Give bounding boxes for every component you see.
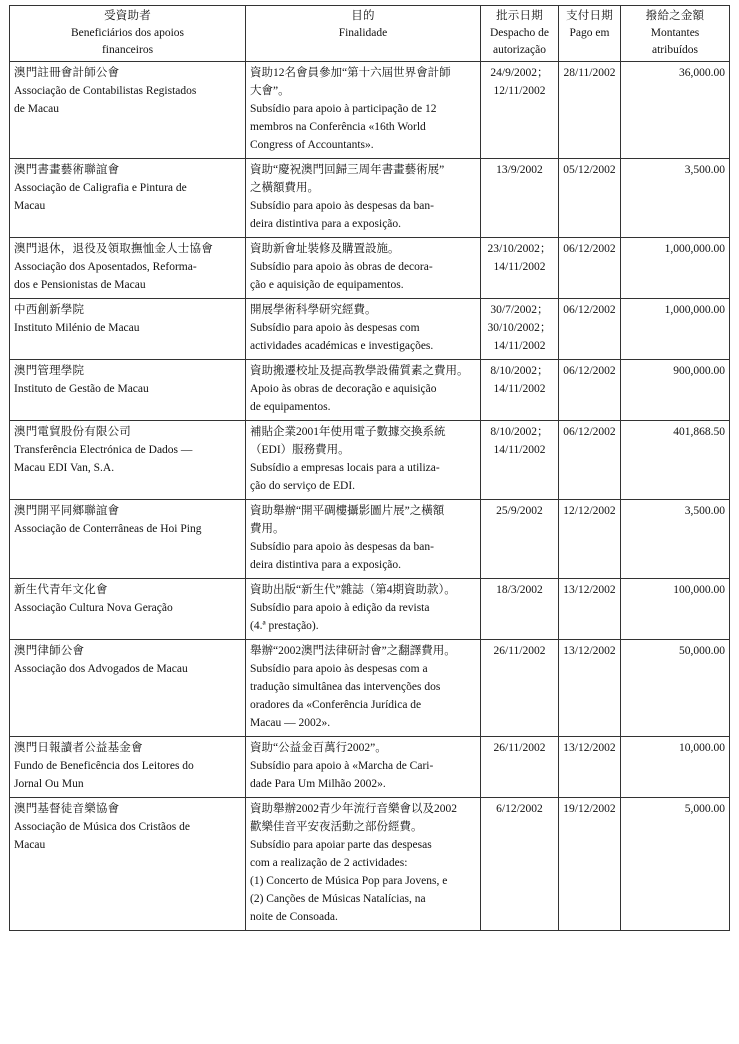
purpose-cell — [246, 500, 481, 579]
purpose-line: 大會”。 — [250, 85, 290, 97]
table-row — [10, 62, 730, 159]
amount-cell — [621, 579, 730, 640]
beneficiary-cell — [10, 640, 246, 737]
beneficiary-name-pt: Jornal Ou Mun — [14, 778, 84, 790]
purpose-line: noite de Consoada. — [250, 911, 338, 923]
purpose-line: Congress of Accountants». — [250, 139, 374, 151]
purpose-cell — [246, 238, 481, 299]
table-body — [10, 62, 730, 931]
purpose-line: oradores da «Conferência Jurídica de — [250, 699, 422, 711]
beneficiary-cell — [10, 360, 246, 421]
beneficiary-name-zh: 澳門註冊會計師公會 — [14, 67, 120, 79]
column-header-pt: Beneficiários dos apoios — [70, 27, 185, 39]
column-header-zh: 支付日期 — [566, 10, 613, 22]
authorization-date-cell — [481, 798, 559, 931]
payment-date-cell — [559, 299, 621, 360]
payment-date-cell — [559, 579, 621, 640]
purpose-line: 補貼企業2001年使用電子數據交換系統 — [250, 426, 446, 438]
purpose-line: Subsídio para apoio às despesas da ban- — [250, 541, 434, 553]
purpose-line: Subsídio para apoio às despesas com — [250, 322, 420, 334]
column-header-pt: Montantes — [650, 27, 700, 39]
purpose-cell — [246, 737, 481, 798]
table-row — [10, 421, 730, 500]
amount-cell — [621, 299, 730, 360]
beneficiary-name-pt: Macau EDI Van, S.A. — [14, 462, 115, 474]
table-row — [10, 798, 730, 931]
authorization-date: 13/9/2002 — [496, 164, 543, 176]
payment-date-cell — [559, 159, 621, 238]
column-header-amount — [621, 6, 730, 62]
beneficiary-name-pt: Associação de Música dos Cristãos de — [14, 821, 190, 833]
payment-date-cell — [559, 798, 621, 931]
purpose-line: 費用。 — [250, 523, 285, 535]
header-row — [10, 6, 730, 62]
payment-date-cell — [559, 640, 621, 737]
authorization-date: 14/11/2002 — [493, 444, 546, 456]
purpose-line: 舉辦“2002澳門法律研討會”之翻譯費用。 — [250, 645, 456, 657]
purpose-line: com a realização de 2 actividades: — [250, 857, 408, 869]
purpose-line: ção do serviço de EDI. — [250, 480, 356, 492]
amount-cell — [621, 159, 730, 238]
payment-date-cell — [559, 238, 621, 299]
table-header — [10, 6, 730, 62]
column-header-beneficiary — [10, 6, 246, 62]
authorization-date: 26/11/2002 — [493, 645, 546, 657]
beneficiary-cell — [10, 159, 246, 238]
authorization-date: 6/12/2002 — [496, 803, 543, 815]
purpose-line: Subsídio para apoio à «Marcha de Cari- — [250, 760, 434, 772]
beneficiary-cell — [10, 299, 246, 360]
beneficiary-name-pt: Fundo de Beneficência dos Leitores do — [14, 760, 194, 772]
beneficiary-cell — [10, 579, 246, 640]
authorization-date-cell — [481, 579, 559, 640]
purpose-line: Macau — 2002». — [250, 717, 331, 729]
amount-value: 50,000.00 — [679, 645, 725, 657]
table-row — [10, 360, 730, 421]
column-header-pt: financeiros — [101, 44, 154, 56]
purpose-line: Subsídio para apoio à participação de 12 — [250, 103, 437, 115]
beneficiary-cell — [10, 62, 246, 159]
authorization-date: 23/10/2002； — [487, 243, 552, 255]
beneficiary-name-zh: 澳門電貿股份有限公司 — [14, 426, 131, 438]
purpose-line: membros na Conferência «16th World — [250, 121, 426, 133]
purpose-line: Subsídio para apoio às despesas da ban- — [250, 200, 434, 212]
authorization-date: 8/10/2002； — [490, 426, 549, 438]
amount-value: 100,000.00 — [673, 584, 725, 596]
column-header-pt: Finalidade — [338, 27, 388, 39]
beneficiary-cell — [10, 737, 246, 798]
purpose-line: de equipamentos. — [250, 401, 331, 413]
purpose-line: 資助12名會員參加“第十六屆世界會計師 — [250, 67, 451, 79]
beneficiary-name-zh: 澳門退休，退役及領取撫恤金人士協會 — [14, 243, 213, 255]
purpose-line: Subsídio a empresas locais para a utiliza- — [250, 462, 440, 474]
purpose-line: tradução simultânea das intervenções dos — [250, 681, 441, 693]
purpose-line: Subsídio para apoio à edição da revista — [250, 602, 430, 614]
beneficiary-cell — [10, 500, 246, 579]
purpose-cell — [246, 579, 481, 640]
beneficiary-cell — [10, 421, 246, 500]
column-header-pt: Despacho de — [489, 27, 550, 39]
beneficiary-cell — [10, 238, 246, 299]
purpose-line: 之橫額費用。 — [250, 182, 319, 194]
purpose-cell — [246, 640, 481, 737]
authorization-date: 30/10/2002； — [487, 322, 552, 334]
purpose-line: Apoio às obras de decoração e aquisição — [250, 383, 437, 395]
purpose-cell — [246, 421, 481, 500]
beneficiary-name-pt: de Macau — [14, 103, 60, 115]
payment-date-cell — [559, 737, 621, 798]
authorization-date-cell — [481, 159, 559, 238]
authorization-date: 12/11/2002 — [493, 85, 546, 97]
payment-date: 05/12/2002 — [563, 164, 616, 176]
purpose-line: 資助“慶祝澳門回歸三周年書畫藝術展” — [250, 164, 445, 176]
purpose-line: Subsídio para apoio às despesas com a — [250, 663, 428, 675]
amount-cell — [621, 421, 730, 500]
authorization-date: 24/9/2002； — [490, 67, 549, 79]
beneficiary-name-pt: Associação de Conterrâneas de Hoi Ping — [14, 523, 202, 535]
amount-cell — [621, 360, 730, 421]
amount-value: 401,868.50 — [673, 426, 725, 438]
column-header-zh: 受資助者 — [104, 10, 151, 22]
purpose-line: deira distintiva para a exposição. — [250, 218, 402, 230]
purpose-line: 資助新會址裝修及購置設施。 — [250, 243, 400, 255]
payment-date: 12/12/2002 — [563, 505, 616, 517]
payment-date: 06/12/2002 — [563, 304, 616, 316]
amount-value: 1,000,000.00 — [664, 243, 725, 255]
beneficiary-name-pt: Associação dos Advogados de Macau — [14, 663, 188, 675]
purpose-line: 歡樂佳音平安夜活動之部份經費。 — [250, 821, 423, 833]
beneficiary-name-zh: 澳門基督徒音樂協會 — [14, 803, 120, 815]
purpose-line: (1) Concerto de Música Pop para Jovens, e — [250, 875, 448, 887]
grants-table — [9, 5, 730, 931]
payment-date: 06/12/2002 — [563, 365, 616, 377]
beneficiary-name-zh: 澳門律師公會 — [14, 645, 85, 657]
amount-value: 900,000.00 — [673, 365, 725, 377]
beneficiary-name-zh: 新生代青年文化會 — [14, 584, 108, 596]
amount-cell — [621, 238, 730, 299]
authorization-date-cell — [481, 421, 559, 500]
purpose-cell — [246, 159, 481, 238]
amount-value: 5,000.00 — [684, 803, 725, 815]
payment-date: 13/12/2002 — [563, 645, 616, 657]
amount-cell — [621, 798, 730, 931]
amount-value: 3,500.00 — [684, 164, 725, 176]
amount-value: 36,000.00 — [679, 67, 725, 79]
beneficiary-name-pt: Associação Cultura Nova Geração — [14, 602, 173, 614]
payment-date: 19/12/2002 — [563, 803, 616, 815]
payment-date: 06/12/2002 — [563, 243, 616, 255]
authorization-date-cell — [481, 737, 559, 798]
column-header-pt: atribuídos — [652, 44, 698, 56]
authorization-date-cell — [481, 640, 559, 737]
beneficiary-name-zh: 澳門開平同鄉聯誼會 — [14, 505, 120, 517]
purpose-line: Subsídio para apoio às obras de decora- — [250, 261, 433, 273]
authorization-date: 30/7/2002； — [490, 304, 549, 316]
payment-date-cell — [559, 360, 621, 421]
authorization-date: 25/9/2002 — [496, 505, 543, 517]
column-header-authorization-date — [481, 6, 559, 62]
payment-date: 13/12/2002 — [563, 742, 616, 754]
purpose-cell — [246, 798, 481, 931]
authorization-date-cell — [481, 238, 559, 299]
purpose-cell — [246, 62, 481, 159]
amount-cell — [621, 737, 730, 798]
beneficiary-name-pt: Associação de Caligrafia e Pintura de — [14, 182, 187, 194]
beneficiary-cell — [10, 798, 246, 931]
purpose-line: 資助舉辦“開平碉樓攝影圖片展”之橫額 — [250, 505, 445, 517]
purpose-line: actividades académicas e investigações. — [250, 340, 434, 352]
payment-date: 06/12/2002 — [563, 426, 616, 438]
authorization-date: 26/11/2002 — [493, 742, 546, 754]
purpose-cell — [246, 360, 481, 421]
column-header-pt: autorização — [493, 44, 546, 56]
column-header-zh: 批示日期 — [496, 10, 543, 22]
beneficiary-name-pt: Associação de Contabilistas Registados — [14, 85, 197, 97]
purpose-line: 資助搬遷校址及提高教學設備質素之費用。 — [250, 365, 469, 377]
table-row — [10, 737, 730, 798]
authorization-date-cell — [481, 62, 559, 159]
purpose-line: 資助舉辦2002青少年流行音樂會以及2002 — [250, 803, 457, 815]
column-header-zh: 目的 — [351, 10, 375, 22]
beneficiary-name-pt: Instituto Milénio de Macau — [14, 322, 140, 334]
amount-cell — [621, 62, 730, 159]
column-header-payment-date — [559, 6, 621, 62]
authorization-date: 18/3/2002 — [496, 584, 543, 596]
amount-cell — [621, 640, 730, 737]
amount-value: 10,000.00 — [679, 742, 725, 754]
purpose-line: ção e aquisição de equipamentos. — [250, 279, 404, 291]
purpose-line: （EDI）服務費用。 — [250, 444, 350, 456]
beneficiary-name-zh: 中西創新學院 — [14, 304, 85, 316]
table-row — [10, 640, 730, 737]
amount-value: 3,500.00 — [684, 505, 725, 517]
beneficiary-name-zh: 澳門書畫藝術聯誼會 — [14, 164, 120, 176]
amount-value: 1,000,000.00 — [664, 304, 725, 316]
purpose-line: (4.ª prestação). — [250, 620, 319, 632]
table-row — [10, 500, 730, 579]
payment-date-cell — [559, 62, 621, 159]
table-row — [10, 299, 730, 360]
table-row — [10, 238, 730, 299]
purpose-line: dade Para Um Milhão 2002». — [250, 778, 386, 790]
beneficiary-name-pt: Associação dos Aposentados, Reforma- — [14, 261, 197, 273]
purpose-line: 資助出版“新生代”雜誌（第4期資助款）。 — [250, 584, 456, 596]
purpose-cell — [246, 299, 481, 360]
purpose-line: Subsídio para apoiar parte das despesas — [250, 839, 432, 851]
purpose-line: 資助“公益金百萬行2002”。 — [250, 742, 387, 754]
authorization-date-cell — [481, 299, 559, 360]
authorization-date: 14/11/2002 — [493, 383, 546, 395]
table-row — [10, 579, 730, 640]
authorization-date-cell — [481, 500, 559, 579]
beneficiary-name-zh: 澳門管理學院 — [14, 365, 85, 377]
authorization-date: 14/11/2002 — [493, 261, 546, 273]
purpose-line: deira distintiva para a exposição. — [250, 559, 402, 571]
payment-date-cell — [559, 500, 621, 579]
column-header-pt: Pago em — [569, 27, 610, 39]
purpose-line: 開展學術科學研究經費。 — [250, 304, 377, 316]
beneficiary-name-pt: Macau — [14, 839, 46, 851]
authorization-date: 14/11/2002 — [493, 340, 546, 352]
authorization-date-cell — [481, 360, 559, 421]
payment-date: 28/11/2002 — [563, 67, 616, 79]
authorization-date: 8/10/2002； — [490, 365, 549, 377]
beneficiary-name-pt: dos e Pensionistas de Macau — [14, 279, 146, 291]
amount-cell — [621, 500, 730, 579]
payment-date-cell — [559, 421, 621, 500]
table-row — [10, 159, 730, 238]
beneficiary-name-zh: 澳門日報讀者公益基金會 — [14, 742, 143, 754]
column-header-zh: 撥給之金額 — [645, 10, 705, 22]
beneficiary-name-pt: Instituto de Gestão de Macau — [14, 383, 149, 395]
payment-date: 13/12/2002 — [563, 584, 616, 596]
column-header-purpose — [246, 6, 481, 62]
beneficiary-name-pt: Macau — [14, 200, 46, 212]
purpose-line: (2) Canções de Músicas Natalícias, na — [250, 893, 426, 905]
beneficiary-name-pt: Transferência Electrónica de Dados — — [14, 444, 193, 456]
